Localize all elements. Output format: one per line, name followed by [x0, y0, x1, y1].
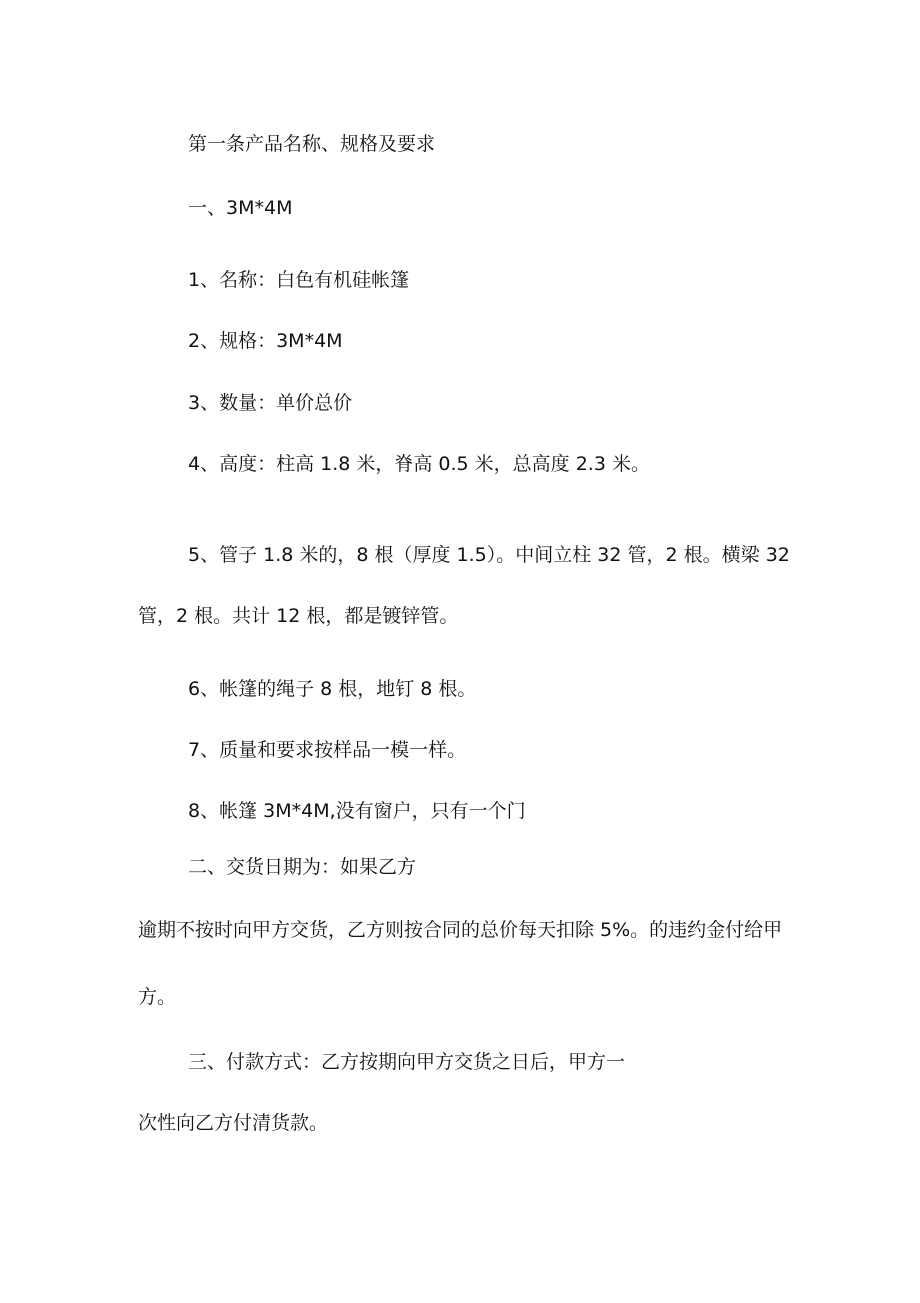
list-item: 7、质量和要求按样品一模一样。	[188, 739, 467, 761]
article-heading: 第一条产品名称、规格及要求	[188, 133, 436, 155]
delivery-text: 逾期不按时向甲方交货，乙方则按合同的总价每天扣除 5%。的违约金付给甲	[138, 919, 783, 941]
list-item: 5、管子 1.8 米的，8 根（厚度 1.5）。中间立柱 32 管，2 根。横梁 32	[188, 544, 790, 566]
section-heading: 一、3M*4M	[188, 197, 293, 219]
list-item: 4、高度：柱高 1.8 米，脊高 0.5 米，总高度 2.3 米。	[188, 453, 650, 475]
list-item: 8、帐篷 3M*4M,没有窗户，只有一个门	[188, 800, 526, 822]
list-item: 3、数量：单价总价	[188, 392, 353, 414]
list-item: 1、名称：白色有机硅帐篷	[188, 269, 410, 291]
list-item-continued: 管，2 根。共计 12 根，都是镀锌管。	[138, 605, 459, 627]
payment-text: 次性向乙方付清货款。	[138, 1112, 329, 1134]
list-item: 2、规格：3M*4M	[188, 330, 343, 352]
payment-heading: 三、付款方式：乙方按期向甲方交货之日后，甲方一	[188, 1051, 626, 1073]
list-item: 6、帐篷的绳子 8 根，地钉 8 根。	[188, 678, 477, 700]
delivery-heading: 二、交货日期为：如果乙方	[188, 856, 417, 878]
delivery-text: 方。	[138, 986, 177, 1008]
